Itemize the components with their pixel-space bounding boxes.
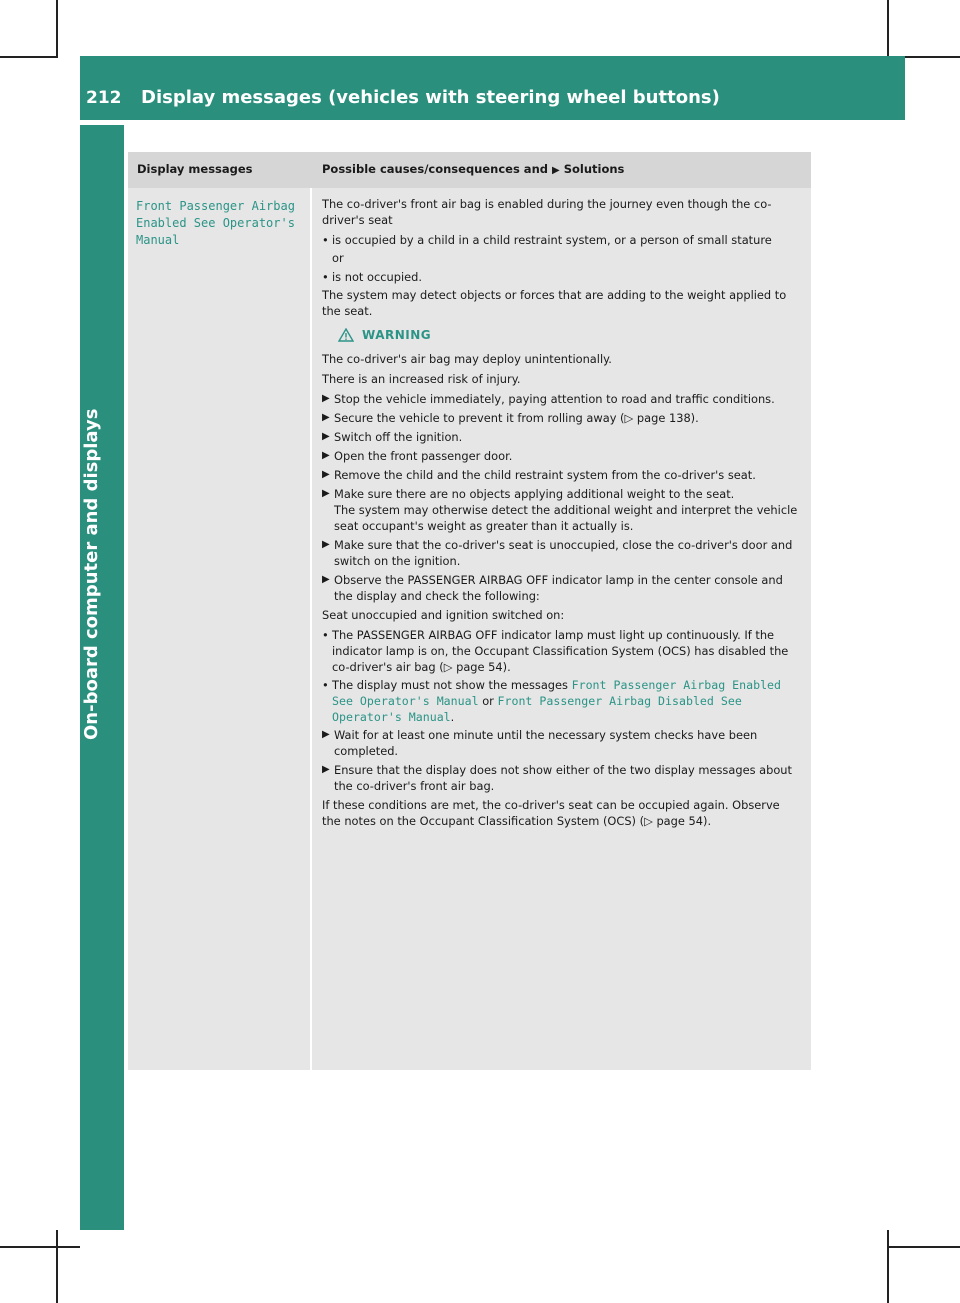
or-text: or: [332, 251, 344, 265]
display-message-ref: Front Passenger Airbag Enabled See Operator's Manual: [332, 678, 782, 708]
warning-heading: [338, 327, 800, 343]
step-item: [322, 448, 800, 464]
step-arrow-icon: ▶: [322, 574, 330, 585]
step-text: Secure the vehicle to prevent it from rolling away (▷ page 138).: [334, 411, 699, 425]
crop-mark: [56, 1230, 58, 1303]
step-item: [322, 762, 800, 794]
crop-mark: [887, 1230, 889, 1303]
step-item: [322, 429, 800, 445]
warning-triangle-icon: [338, 328, 354, 342]
step-arrow-icon: ▶: [322, 431, 330, 442]
period-text: .: [450, 710, 455, 724]
step-arrow-icon: ▶: [322, 488, 330, 499]
column-header-solutions: [322, 162, 624, 176]
column-header-suffix: Solutions: [559, 162, 625, 176]
solutions-column: [322, 196, 800, 833]
page-title: Display messages (vehicles with steering wheel buttons): [141, 87, 720, 108]
step-extra-text: The system may otherwise detect the additional weight and interpret the vehicle seat occupant's weight as greater than it actually is.: [334, 503, 798, 533]
step-text: Open the front passenger door.: [334, 449, 513, 463]
warning-line: The co-driver's air bag may deploy unintentionally.: [322, 352, 612, 366]
step-text: Observe the PASSENGER AIRBAG OFF indicator lamp in the center console and the display and check the following:: [334, 573, 783, 603]
step-arrow-icon: ▶: [322, 393, 330, 404]
step-arrow-icon: ▶: [322, 729, 330, 740]
step-arrow-icon: ▶: [322, 450, 330, 461]
or-text: or: [478, 694, 498, 708]
step-item: [322, 467, 800, 483]
page-number: 212: [86, 88, 122, 108]
crop-mark: [0, 56, 58, 58]
step-text: Ensure that the display does not show either of the two display messages about the co-driver's front air bag.: [334, 763, 792, 793]
display-message-ref: Front Passenger Airbag Disabled See Operator's Manual: [332, 694, 742, 724]
side-tab-label: On-board computer and displays: [81, 408, 102, 740]
step-text: Switch off the ignition.: [334, 430, 463, 444]
step-arrow-icon: ▶: [322, 469, 330, 480]
check-bullet-text: The display must not show the messages: [332, 678, 572, 692]
column-header-display-messages: Display messages: [137, 162, 253, 176]
step-arrow-icon: ▶: [322, 764, 330, 775]
column-header-prefix: Possible causes/consequences and: [322, 162, 552, 176]
step-item: [322, 537, 800, 569]
warning-label: WARNING: [362, 328, 432, 342]
bullet-item: [322, 677, 800, 725]
bullet-item: • is occupied by a child in a child restraint system, or a person of small stature: [322, 232, 800, 248]
step-text: Make sure there are no objects applying additional weight to the seat.: [334, 487, 735, 501]
step-item: [322, 727, 800, 759]
closing-text: If these conditions are met, the co-driver's seat can be occupied again. Observe the notes on the Occupant Classification System (OCS) (▷ page 54).: [322, 798, 780, 828]
step-item: [322, 572, 800, 604]
crop-mark: [0, 1246, 80, 1248]
warning-line: There is an increased risk of injury.: [322, 372, 521, 386]
intro-text: The co-driver's front air bag is enabled during the journey even though the co-driver's seat: [322, 197, 772, 227]
step-arrow-icon: ▶: [552, 165, 560, 176]
crop-mark: [887, 0, 889, 58]
crop-mark: [56, 0, 58, 58]
step-item: [322, 391, 800, 407]
step-text: Wait for at least one minute until the necessary system checks have been completed.: [334, 728, 758, 758]
step-item: [322, 410, 800, 426]
step-text: Remove the child and the child restraint system from the co-driver's seat.: [334, 468, 756, 482]
column-divider: [310, 188, 312, 1070]
display-message-name: Front Passenger Airbag Enabled See Operator's Manual: [136, 199, 295, 247]
step-arrow-icon: ▶: [322, 539, 330, 550]
step-text: Stop the vehicle immediately, paying attention to road and traffic conditions.: [334, 392, 775, 406]
seat-condition-text: Seat unoccupied and ignition switched on:: [322, 608, 565, 622]
system-detect-text: The system may detect objects or forces that are adding to the weight applied to the seat.: [322, 288, 787, 318]
crop-mark: [887, 1246, 960, 1248]
step-item: [322, 486, 800, 534]
bullet-item: • is not occupied.: [322, 269, 800, 285]
bullet-item: • The PASSENGER AIRBAG OFF indicator lamp must light up continuously. If the indicator lamp is on, the Occupant Classification System (OCS) has disabled the co-driver's air bag (▷ page 54).: [322, 627, 800, 675]
step-arrow-icon: ▶: [322, 412, 330, 423]
step-text: Make sure that the co-driver's seat is unoccupied, close the co-driver's door and switch on the ignition.: [334, 538, 793, 568]
